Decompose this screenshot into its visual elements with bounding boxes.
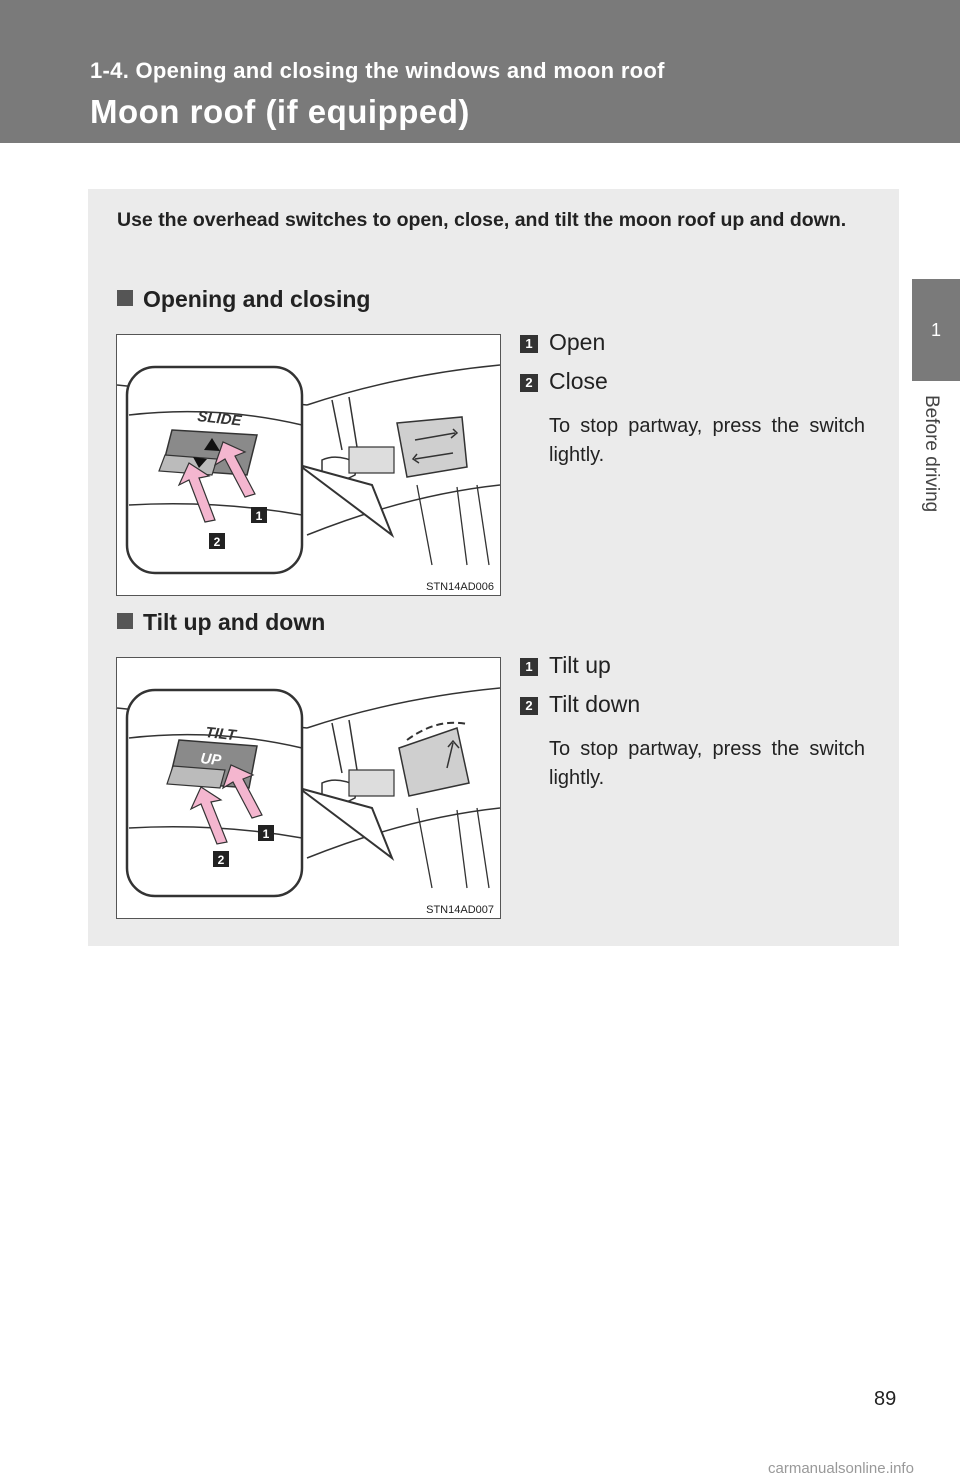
figure-marker-1: 1 [262, 827, 270, 841]
figure-slide-switch [116, 334, 501, 596]
subheading-text: Tilt up and down [143, 609, 326, 635]
figure-marker-2: 2 [217, 853, 225, 867]
chapter-number: 1 [930, 319, 941, 340]
chapter-tab[interactable] [912, 279, 960, 381]
legend-label: Tilt down [549, 691, 641, 717]
figure-marker-1: 1 [255, 509, 263, 523]
legend-item-tilt-up [520, 652, 611, 679]
switch-label: TILT [204, 724, 237, 745]
legend-label: Close [549, 368, 608, 394]
number-badge: 1 [520, 658, 538, 676]
switch-label: SLIDE [196, 408, 243, 430]
header-bar [0, 0, 960, 143]
switch-sublabel: UP [199, 750, 223, 770]
note-text: To stop partway, press the switch lightly. [549, 415, 865, 466]
subheading-text: Opening and closing [143, 286, 371, 312]
legend-item-tilt-down [520, 691, 640, 718]
page-number: 89 [874, 1388, 897, 1410]
slide-illustration [117, 335, 500, 595]
legend-label: Open [549, 329, 606, 355]
number-badge: 1 [520, 335, 538, 353]
subheading-tilt [117, 609, 325, 636]
page-title: Moon roof (if equipped) [90, 93, 470, 130]
intro-text: Use the overhead switches to open, close, and tilt the moon roof up and down. [117, 209, 847, 231]
figure-marker-2: 2 [213, 535, 221, 549]
figure-code: STN14AD006 [426, 581, 494, 593]
tilt-illustration [117, 658, 500, 918]
square-bullet-icon [117, 613, 133, 629]
number-badge: 2 [520, 697, 538, 715]
section-title: 1-4. Opening and closing the windows and moon roof [90, 58, 665, 83]
chapter-label: Before driving [921, 395, 942, 513]
subheading-opening-closing [117, 286, 370, 313]
legend-item-open [520, 329, 605, 356]
figure-tilt-switch [116, 657, 501, 919]
number-badge: 2 [520, 374, 538, 392]
square-bullet-icon [117, 290, 133, 306]
note-text: To stop partway, press the switch lightly. [549, 738, 865, 789]
figure-code: STN14AD007 [426, 904, 494, 916]
watermark: carmanualsonline.info [768, 1460, 914, 1477]
legend-item-close [520, 368, 608, 395]
legend-label: Tilt up [549, 652, 611, 678]
